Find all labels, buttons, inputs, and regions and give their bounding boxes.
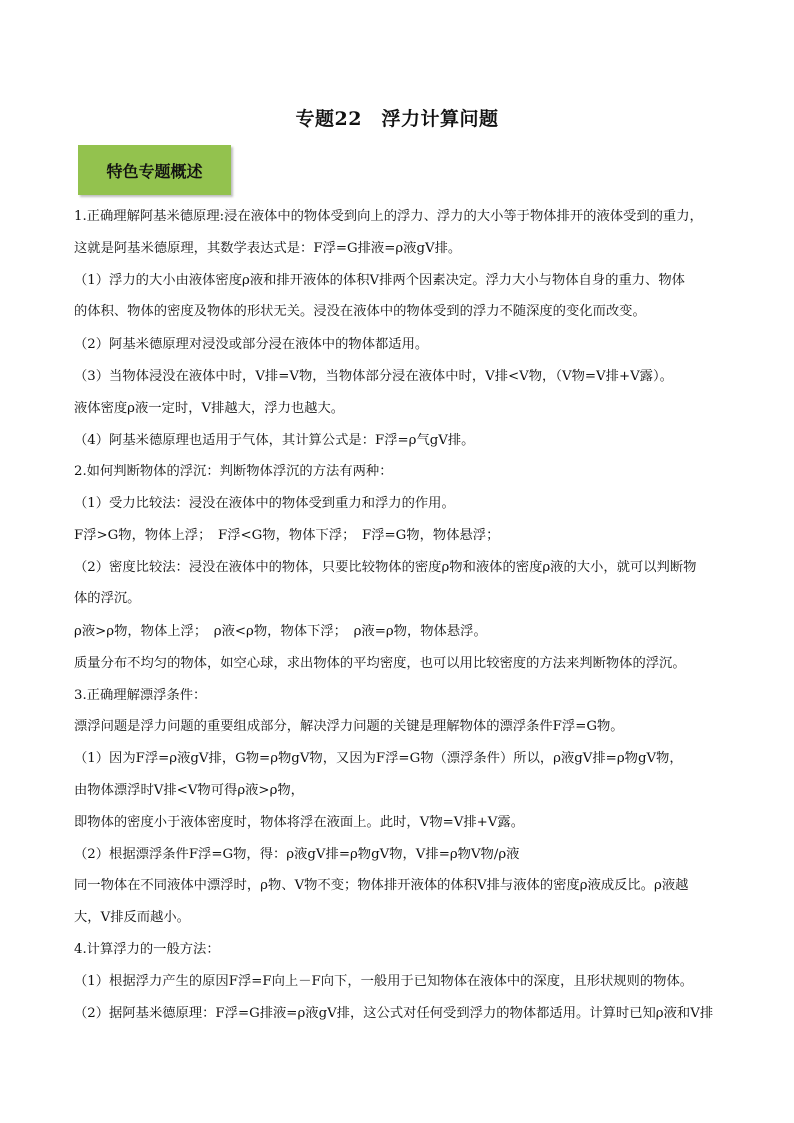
text-line: 的体积、物体的密度及物体的形状无关。浸没在液体中的物体受到的浮力不随深度的变化而改变。 — [74, 304, 646, 319]
section-badge — [78, 145, 231, 195]
text-line: 3.正确理解漂浮条件： — [74, 688, 207, 703]
text-line: 这就是阿基米德原理，其数学表达式是：F浮=G排液=ρ液gV排。 — [74, 241, 462, 256]
text-line: ρ液>ρ物，物体上浮； ρ液<ρ物，物体下浮； ρ液=ρ物，物体悬浮。 — [74, 624, 487, 639]
text-line: F浮>G物，物体上浮； F浮<G物，物体下浮； F浮=G物，物体悬浮； — [74, 528, 500, 543]
text-line: 大，V排反而越小。 — [74, 910, 190, 925]
text-line: （2）根据漂浮条件F浮=G物，得：ρ液gV排=ρ物gV物，V排=ρ物V物/ρ液 — [74, 847, 520, 862]
text-line: 即物体的密度小于液体密度时，物体将浮在液面上。此时，V物=V排+V露。 — [74, 815, 524, 830]
text-line: 漂浮问题是浮力问题的重要组成部分，解决浮力问题的关键是理解物体的漂浮条件F浮=G物。 — [74, 719, 624, 734]
text-line: （1）根据浮力产生的原因F浮=F向上－F向下，一般用于已知物体在液体中的深度，且形状规则的物体。 — [74, 974, 694, 989]
section-badge-label: 特色专题概述 — [106, 161, 203, 181]
text-line: （4）阿基米德原理也适用于气体，其计算公式是：F浮=ρ气gV排。 — [74, 433, 475, 448]
text-line: （1）浮力的大小由液体密度ρ液和排开液体的体积V排两个因素决定。浮力大小与物体自身的重力、物体 — [74, 273, 685, 288]
page-title: 专题22 浮力计算问题 — [295, 108, 499, 130]
text-line: 由物体漂浮时V排<V物可得ρ液>ρ物， — [74, 783, 304, 798]
text-line: 2.如何判断物体的浮沉：判断物体浮沉的方法有两种： — [74, 464, 393, 479]
text-line: 1.正确理解阿基米德原理:浸在液体中的物体受到向上的浮力、浮力的大小等于物体排开的液体受到的重力， — [74, 209, 703, 224]
text-line: 体的浮沉。 — [74, 591, 141, 606]
text-line: 质量分布不均匀的物体，如空心球，求出物体的平均密度，也可以用比较密度的方法来判断物体的浮沉。 — [74, 656, 686, 671]
text-line: （2）据阿基米德原理：F浮=G排液=ρ液gV排，这公式对任何受到浮力的物体都适用。计算时已知ρ液和V排 — [74, 1006, 714, 1021]
text-line: 液体密度ρ液一定时，V排越大，浮力也越大。 — [74, 401, 345, 416]
text-line: （2）密度比较法：浸没在液体中的物体，只要比较物体的密度ρ物和液体的密度ρ液的大小，就可以判断物 — [74, 560, 697, 575]
text-line: （1）因为F浮=ρ液gV排，G物=ρ物gV物，又因为F浮=G物（漂浮条件）所以，ρ液gV排=ρ物gV物， — [74, 751, 683, 766]
text-line: 同一物体在不同液体中漂浮时，ρ物、V物不变；物体排开液体的体积V排与液体的密度ρ液成反比。ρ液越 — [74, 878, 689, 893]
text-line: （1）受力比较法：浸没在液体中的物体受到重力和浮力的作用。 — [74, 496, 455, 511]
text-line: （3）当物体浸没在液体中时，V排=V物，当物体部分浸在液体中时，V排<V物，（V物=V排+V露）。 — [74, 369, 673, 384]
text-line: 4.计算浮力的一般方法： — [74, 942, 220, 957]
text-line: （2）阿基米德原理对浸没或部分浸在液体中的物体都适用。 — [74, 337, 429, 352]
